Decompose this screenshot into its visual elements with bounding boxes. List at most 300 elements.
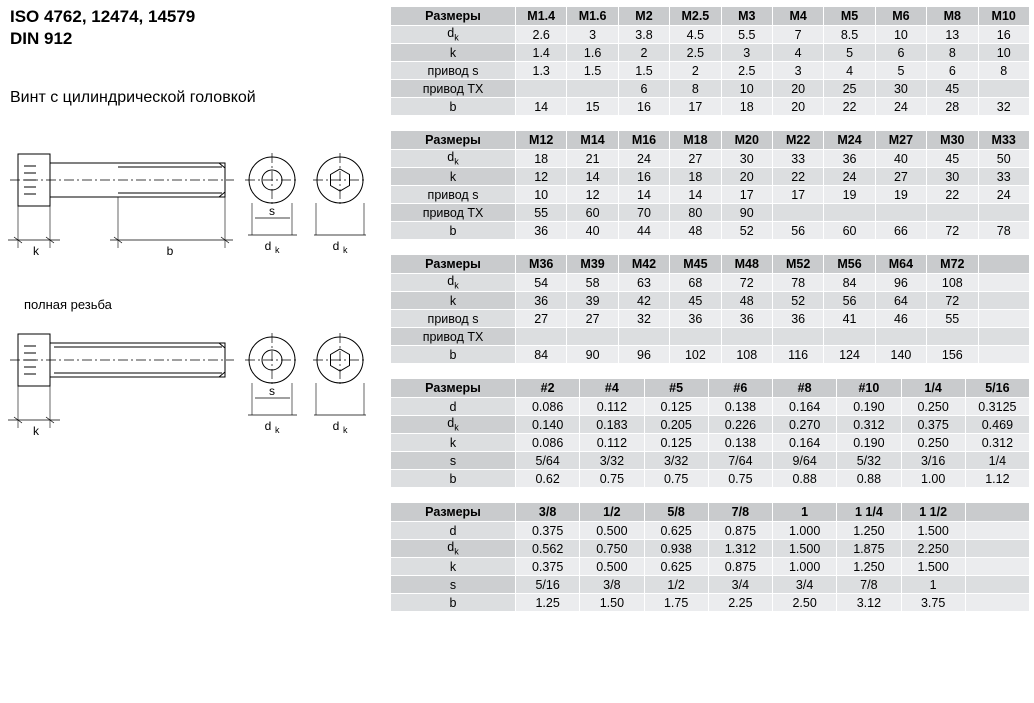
table-cell: 0.500 (580, 558, 644, 576)
table-cell: 32 (618, 310, 669, 328)
table-cell: 1/4 (965, 452, 1029, 470)
table-cell (965, 558, 1029, 576)
table-cell (978, 310, 1029, 328)
table-cell: 0.250 (901, 398, 965, 416)
table-cell: 17 (772, 186, 823, 204)
table-cell: 0.138 (708, 398, 772, 416)
table-cell: 5 (824, 44, 875, 62)
table-metric-1 (390, 6, 1030, 116)
svg-text:k: k (275, 425, 280, 435)
table-cell: 3.75 (901, 594, 965, 612)
table-cell: 1.5 (567, 62, 618, 80)
table-cell: 50 (978, 150, 1029, 168)
row-label: b (391, 222, 516, 240)
table-cell: 1.312 (708, 540, 772, 558)
table-cell (978, 346, 1029, 364)
table-cell: 3 (567, 26, 618, 44)
row-label: k (391, 292, 516, 310)
table-cell: 8 (978, 62, 1029, 80)
table-cell: 72 (721, 274, 772, 292)
table-cell: 13 (927, 26, 978, 44)
table-row (391, 204, 1030, 222)
table-header-cell: M45 (670, 255, 721, 274)
table-cell: 3/8 (580, 576, 644, 594)
table-cell: 19 (824, 186, 875, 204)
table-cell (670, 328, 721, 346)
table-cell: 5/32 (837, 452, 901, 470)
table-row (391, 310, 1030, 328)
table-cell: 41 (824, 310, 875, 328)
table-row (391, 98, 1030, 116)
table-cell: 19 (875, 186, 926, 204)
table-cell: 78 (978, 222, 1029, 240)
table-header-label: Размеры (391, 503, 516, 522)
table-cell: 17 (721, 186, 772, 204)
table-header-cell: #2 (516, 379, 580, 398)
table-header-cell: M52 (772, 255, 823, 274)
table-cell: 0.086 (516, 398, 580, 416)
row-label: привод s (391, 186, 516, 204)
table-header-cell: M2 (618, 7, 669, 26)
table-cell: 10 (875, 26, 926, 44)
table-header-cell: M14 (567, 131, 618, 150)
table-header-cell: M18 (670, 131, 721, 150)
table-header-cell: M39 (567, 255, 618, 274)
table-cell: 1.6 (567, 44, 618, 62)
table-header-cell: M16 (618, 131, 669, 150)
page-subtitle: Винт с цилиндрической головкой (10, 89, 256, 106)
title-line-1: ISO 4762, 12474, 14579 (10, 7, 196, 26)
table-cell: 3 (772, 62, 823, 80)
table-row (391, 540, 1030, 558)
table-cell: 27 (567, 310, 618, 328)
row-label: s (391, 576, 516, 594)
table-cell: 0.875 (708, 558, 772, 576)
table-cell: 0.205 (644, 416, 708, 434)
table-header-cell: 1 1/4 (837, 503, 901, 522)
table-cell (772, 204, 823, 222)
table-header-cell: M22 (772, 131, 823, 150)
table-cell: 2.50 (773, 594, 837, 612)
table-cell: 18 (670, 168, 721, 186)
table-cell: 45 (927, 150, 978, 168)
table-cell: 0.875 (708, 522, 772, 540)
row-label: k (391, 168, 516, 186)
table-header-cell: M36 (516, 255, 567, 274)
table-header-cell: M33 (978, 131, 1029, 150)
table-cell: 27 (875, 168, 926, 186)
table-cell: 72 (927, 292, 978, 310)
table-cell (618, 328, 669, 346)
table-cell: 2.250 (901, 540, 965, 558)
table-cell: 1.5 (618, 62, 669, 80)
table-cell: 0.375 (901, 416, 965, 434)
table-cell: 80 (670, 204, 721, 222)
table-metric-3 (390, 254, 1030, 364)
table-row (391, 150, 1030, 168)
table-cell: 14 (618, 186, 669, 204)
table-cell: 0.88 (837, 470, 901, 488)
table-cell: 56 (772, 222, 823, 240)
table-cell (567, 328, 618, 346)
table-row (391, 186, 1030, 204)
table-cell: 22 (824, 98, 875, 116)
table-cell: 40 (567, 222, 618, 240)
table-cell: 1.250 (837, 558, 901, 576)
table-cell (978, 292, 1029, 310)
table-cell: 60 (567, 204, 618, 222)
table-cell: 3/32 (644, 452, 708, 470)
table-cell (516, 80, 567, 98)
table-cell: 33 (772, 150, 823, 168)
table-header-cell: #8 (773, 379, 837, 398)
svg-text:s: s (269, 384, 275, 398)
table-cell: 60 (824, 222, 875, 240)
table-cell: 0.3125 (965, 398, 1029, 416)
table-header-cell: M48 (721, 255, 772, 274)
table-cell: 0.375 (516, 522, 580, 540)
table-header-cell: 1 (773, 503, 837, 522)
table-cell: 1 (901, 576, 965, 594)
table-cell: 0.190 (837, 434, 901, 452)
table-row (391, 222, 1030, 240)
table-header-cell: M27 (875, 131, 926, 150)
table-cell: 0.469 (965, 416, 1029, 434)
table-cell: 0.562 (516, 540, 580, 558)
table-cell: 0.75 (708, 470, 772, 488)
table-header-cell: #5 (644, 379, 708, 398)
row-label: $d_k$ (391, 26, 516, 44)
table-cell: 10 (516, 186, 567, 204)
table-cell: 5/64 (516, 452, 580, 470)
table-cell (965, 576, 1029, 594)
table-cell: 48 (670, 222, 721, 240)
row-label: привод TX (391, 80, 516, 98)
row-label: привод TX (391, 328, 516, 346)
table-imperial-1 (390, 378, 1030, 488)
table-cell: 1.500 (773, 540, 837, 558)
row-label: $d_k$ (391, 150, 516, 168)
row-label: k (391, 434, 516, 452)
table-cell (824, 328, 875, 346)
table-cell: 22 (772, 168, 823, 186)
table-header-cell: M12 (516, 131, 567, 150)
table-cell (875, 328, 926, 346)
table-row (391, 44, 1030, 62)
table-cell: 3/16 (901, 452, 965, 470)
table-cell: 78 (772, 274, 823, 292)
table-header-cell: 5/16 (965, 379, 1029, 398)
table-cell: 1/2 (644, 576, 708, 594)
table-cell: 1.25 (516, 594, 580, 612)
table-cell: 52 (772, 292, 823, 310)
table-cell: 0.190 (837, 398, 901, 416)
svg-text:d: d (332, 419, 340, 433)
table-header-cell: M1.4 (516, 7, 567, 26)
table-header-cell: 5/8 (644, 503, 708, 522)
full-thread-label: полная резьба (24, 297, 112, 312)
table-cell: 1.250 (837, 522, 901, 540)
table-cell: 8 (927, 44, 978, 62)
table-cell: 0.750 (580, 540, 644, 558)
row-label: $d_k$ (391, 274, 516, 292)
table-header-label: Размеры (391, 255, 516, 274)
table-header-cell: M72 (927, 255, 978, 274)
table-cell: 0.112 (580, 434, 644, 452)
table-cell: 2.25 (708, 594, 772, 612)
table-cell (978, 274, 1029, 292)
table-cell: 0.312 (965, 434, 1029, 452)
row-label: s (391, 452, 516, 470)
row-label: k (391, 44, 516, 62)
table-header-cell: M42 (618, 255, 669, 274)
table-cell: 48 (721, 292, 772, 310)
row-label: b (391, 470, 516, 488)
table-row (391, 558, 1030, 576)
table-header-cell (978, 255, 1029, 274)
table-cell: 1.50 (580, 594, 644, 612)
table-cell: 5/16 (516, 576, 580, 594)
table-row (391, 416, 1030, 434)
row-label: b (391, 346, 516, 364)
dimension-tables (390, 0, 1034, 626)
table-cell: 20 (772, 98, 823, 116)
table-cell: 30 (721, 150, 772, 168)
svg-text:d: d (332, 239, 340, 253)
table-cell: 0.112 (580, 398, 644, 416)
table-header-cell: 1/4 (901, 379, 965, 398)
table-header-cell: M24 (824, 131, 875, 150)
svg-text:d: d (264, 239, 272, 253)
row-label: d (391, 522, 516, 540)
table-cell: 8 (670, 80, 721, 98)
table-row (391, 576, 1030, 594)
table-header-cell: M5 (824, 7, 875, 26)
table-cell: 0.625 (644, 558, 708, 576)
table-cell: 54 (516, 274, 567, 292)
table-cell: 24 (824, 168, 875, 186)
table-cell: 42 (618, 292, 669, 310)
table-cell: 7/64 (708, 452, 772, 470)
table-cell: 27 (670, 150, 721, 168)
table-header-cell: 3/8 (516, 503, 580, 522)
table-row (391, 522, 1030, 540)
table-cell: 16 (978, 26, 1029, 44)
table-cell: 3/4 (773, 576, 837, 594)
table-cell: 0.140 (516, 416, 580, 434)
table-cell: 0.75 (644, 470, 708, 488)
table-row (391, 328, 1030, 346)
table-cell: 90 (567, 346, 618, 364)
table-cell: 0.312 (837, 416, 901, 434)
table-cell: 4 (772, 44, 823, 62)
table-cell: 68 (670, 274, 721, 292)
table-header-cell: M3 (721, 7, 772, 26)
table-cell: 0.62 (516, 470, 580, 488)
table-cell: 36 (721, 310, 772, 328)
table-cell: 0.138 (708, 434, 772, 452)
table-cell: 1.00 (901, 470, 965, 488)
table-cell (927, 204, 978, 222)
table-row (391, 168, 1030, 186)
screw-drawing-full-thread (0, 320, 388, 450)
table-cell: 124 (824, 346, 875, 364)
table-cell: 102 (670, 346, 721, 364)
table-cell: 2.6 (516, 26, 567, 44)
table-header-cell: #6 (708, 379, 772, 398)
svg-text:k: k (343, 425, 348, 435)
table-cell: 0.88 (773, 470, 837, 488)
table-cell: 55 (927, 310, 978, 328)
svg-text:b: b (166, 244, 174, 258)
table-cell: 24 (978, 186, 1029, 204)
table-header-label: Размеры (391, 379, 516, 398)
table-row (391, 292, 1030, 310)
table-cell (875, 204, 926, 222)
table-cell: 84 (824, 274, 875, 292)
table-cell: 27 (516, 310, 567, 328)
table-cell: 1.4 (516, 44, 567, 62)
table-cell: 52 (721, 222, 772, 240)
row-label: привод TX (391, 204, 516, 222)
row-label: $d_k$ (391, 416, 516, 434)
table-cell: 0.183 (580, 416, 644, 434)
table-cell: 6 (618, 80, 669, 98)
table-header-cell: #10 (837, 379, 901, 398)
screw-drawing-partial-thread (0, 140, 388, 270)
table-cell: 0.625 (644, 522, 708, 540)
table-header-cell: M56 (824, 255, 875, 274)
table-cell: 7 (772, 26, 823, 44)
table-cell: 45 (927, 80, 978, 98)
table-row (391, 26, 1030, 44)
table-cell: 24 (618, 150, 669, 168)
table-cell: 1.500 (901, 522, 965, 540)
table-cell: 1.000 (773, 558, 837, 576)
table-cell: 0.75 (580, 470, 644, 488)
table-cell (965, 540, 1029, 558)
table-header-cell: M10 (978, 7, 1029, 26)
table-header-cell: M6 (875, 7, 926, 26)
table-cell: 9/64 (773, 452, 837, 470)
table-cell: 16 (618, 98, 669, 116)
table-row (391, 62, 1030, 80)
row-label: d (391, 398, 516, 416)
table-cell: 1.000 (773, 522, 837, 540)
table-header-cell: M64 (875, 255, 926, 274)
table-cell (978, 204, 1029, 222)
table-metric-2 (390, 130, 1030, 240)
table-cell: 20 (721, 168, 772, 186)
table-cell: 14 (567, 168, 618, 186)
table-cell: 30 (927, 168, 978, 186)
table-cell: 64 (875, 292, 926, 310)
table-cell: 0.500 (580, 522, 644, 540)
table-cell (927, 328, 978, 346)
table-header-cell: 1/2 (580, 503, 644, 522)
table-cell: 0.125 (644, 434, 708, 452)
table-header-cell: M20 (721, 131, 772, 150)
table-cell: 3.12 (837, 594, 901, 612)
table-cell: 0.938 (644, 540, 708, 558)
row-label: b (391, 98, 516, 116)
row-label: k (391, 558, 516, 576)
svg-text:s: s (269, 204, 275, 218)
table-row (391, 346, 1030, 364)
table-cell: 0.086 (516, 434, 580, 452)
table-cell: 4.5 (670, 26, 721, 44)
table-cell: 36 (516, 292, 567, 310)
table-cell: 63 (618, 274, 669, 292)
table-cell: 55 (516, 204, 567, 222)
table-header-cell: M2.5 (670, 7, 721, 26)
table-header-cell: M30 (927, 131, 978, 150)
table-cell: 18 (516, 150, 567, 168)
table-cell: 66 (875, 222, 926, 240)
row-label: b (391, 594, 516, 612)
table-cell: 5 (875, 62, 926, 80)
table-cell: 10 (978, 44, 1029, 62)
table-row (391, 452, 1030, 470)
table-cell: 21 (567, 150, 618, 168)
table-cell: 45 (670, 292, 721, 310)
table-cell: 17 (670, 98, 721, 116)
table-row (391, 594, 1030, 612)
table-cell: 0.226 (708, 416, 772, 434)
table-cell: 108 (927, 274, 978, 292)
table-cell: 96 (875, 274, 926, 292)
table-row (391, 274, 1030, 292)
table-cell: 0.164 (773, 434, 837, 452)
table-cell: 36 (516, 222, 567, 240)
table-cell: 7/8 (837, 576, 901, 594)
table-header-cell: M4 (772, 7, 823, 26)
table-cell: 0.270 (773, 416, 837, 434)
table-cell: 4 (824, 62, 875, 80)
table-cell (965, 522, 1029, 540)
table-header-cell: #4 (580, 379, 644, 398)
table-cell: 2 (618, 44, 669, 62)
left-column (0, 0, 388, 703)
table-cell: 28 (927, 98, 978, 116)
table-cell: 14 (516, 98, 567, 116)
row-label: привод s (391, 62, 516, 80)
table-header-cell: 1 1/2 (901, 503, 965, 522)
table-cell: 18 (721, 98, 772, 116)
table-cell: 22 (927, 186, 978, 204)
title-line-2: DIN 912 (10, 29, 73, 48)
table-row (391, 398, 1030, 416)
table-cell: 56 (824, 292, 875, 310)
svg-text:k: k (33, 424, 39, 438)
table-cell: 84 (516, 346, 567, 364)
table-cell (721, 328, 772, 346)
table-cell: 12 (516, 168, 567, 186)
table-cell (965, 594, 1029, 612)
table-cell: 3/4 (708, 576, 772, 594)
table-cell: 24 (875, 98, 926, 116)
table-cell (772, 328, 823, 346)
table-cell: 39 (567, 292, 618, 310)
table-cell: 16 (618, 168, 669, 186)
table-cell: 30 (875, 80, 926, 98)
table-cell: 32 (978, 98, 1029, 116)
row-label: $d_k$ (391, 540, 516, 558)
table-cell: 44 (618, 222, 669, 240)
table-cell: 36 (670, 310, 721, 328)
table-cell: 0.250 (901, 434, 965, 452)
table-cell: 72 (927, 222, 978, 240)
